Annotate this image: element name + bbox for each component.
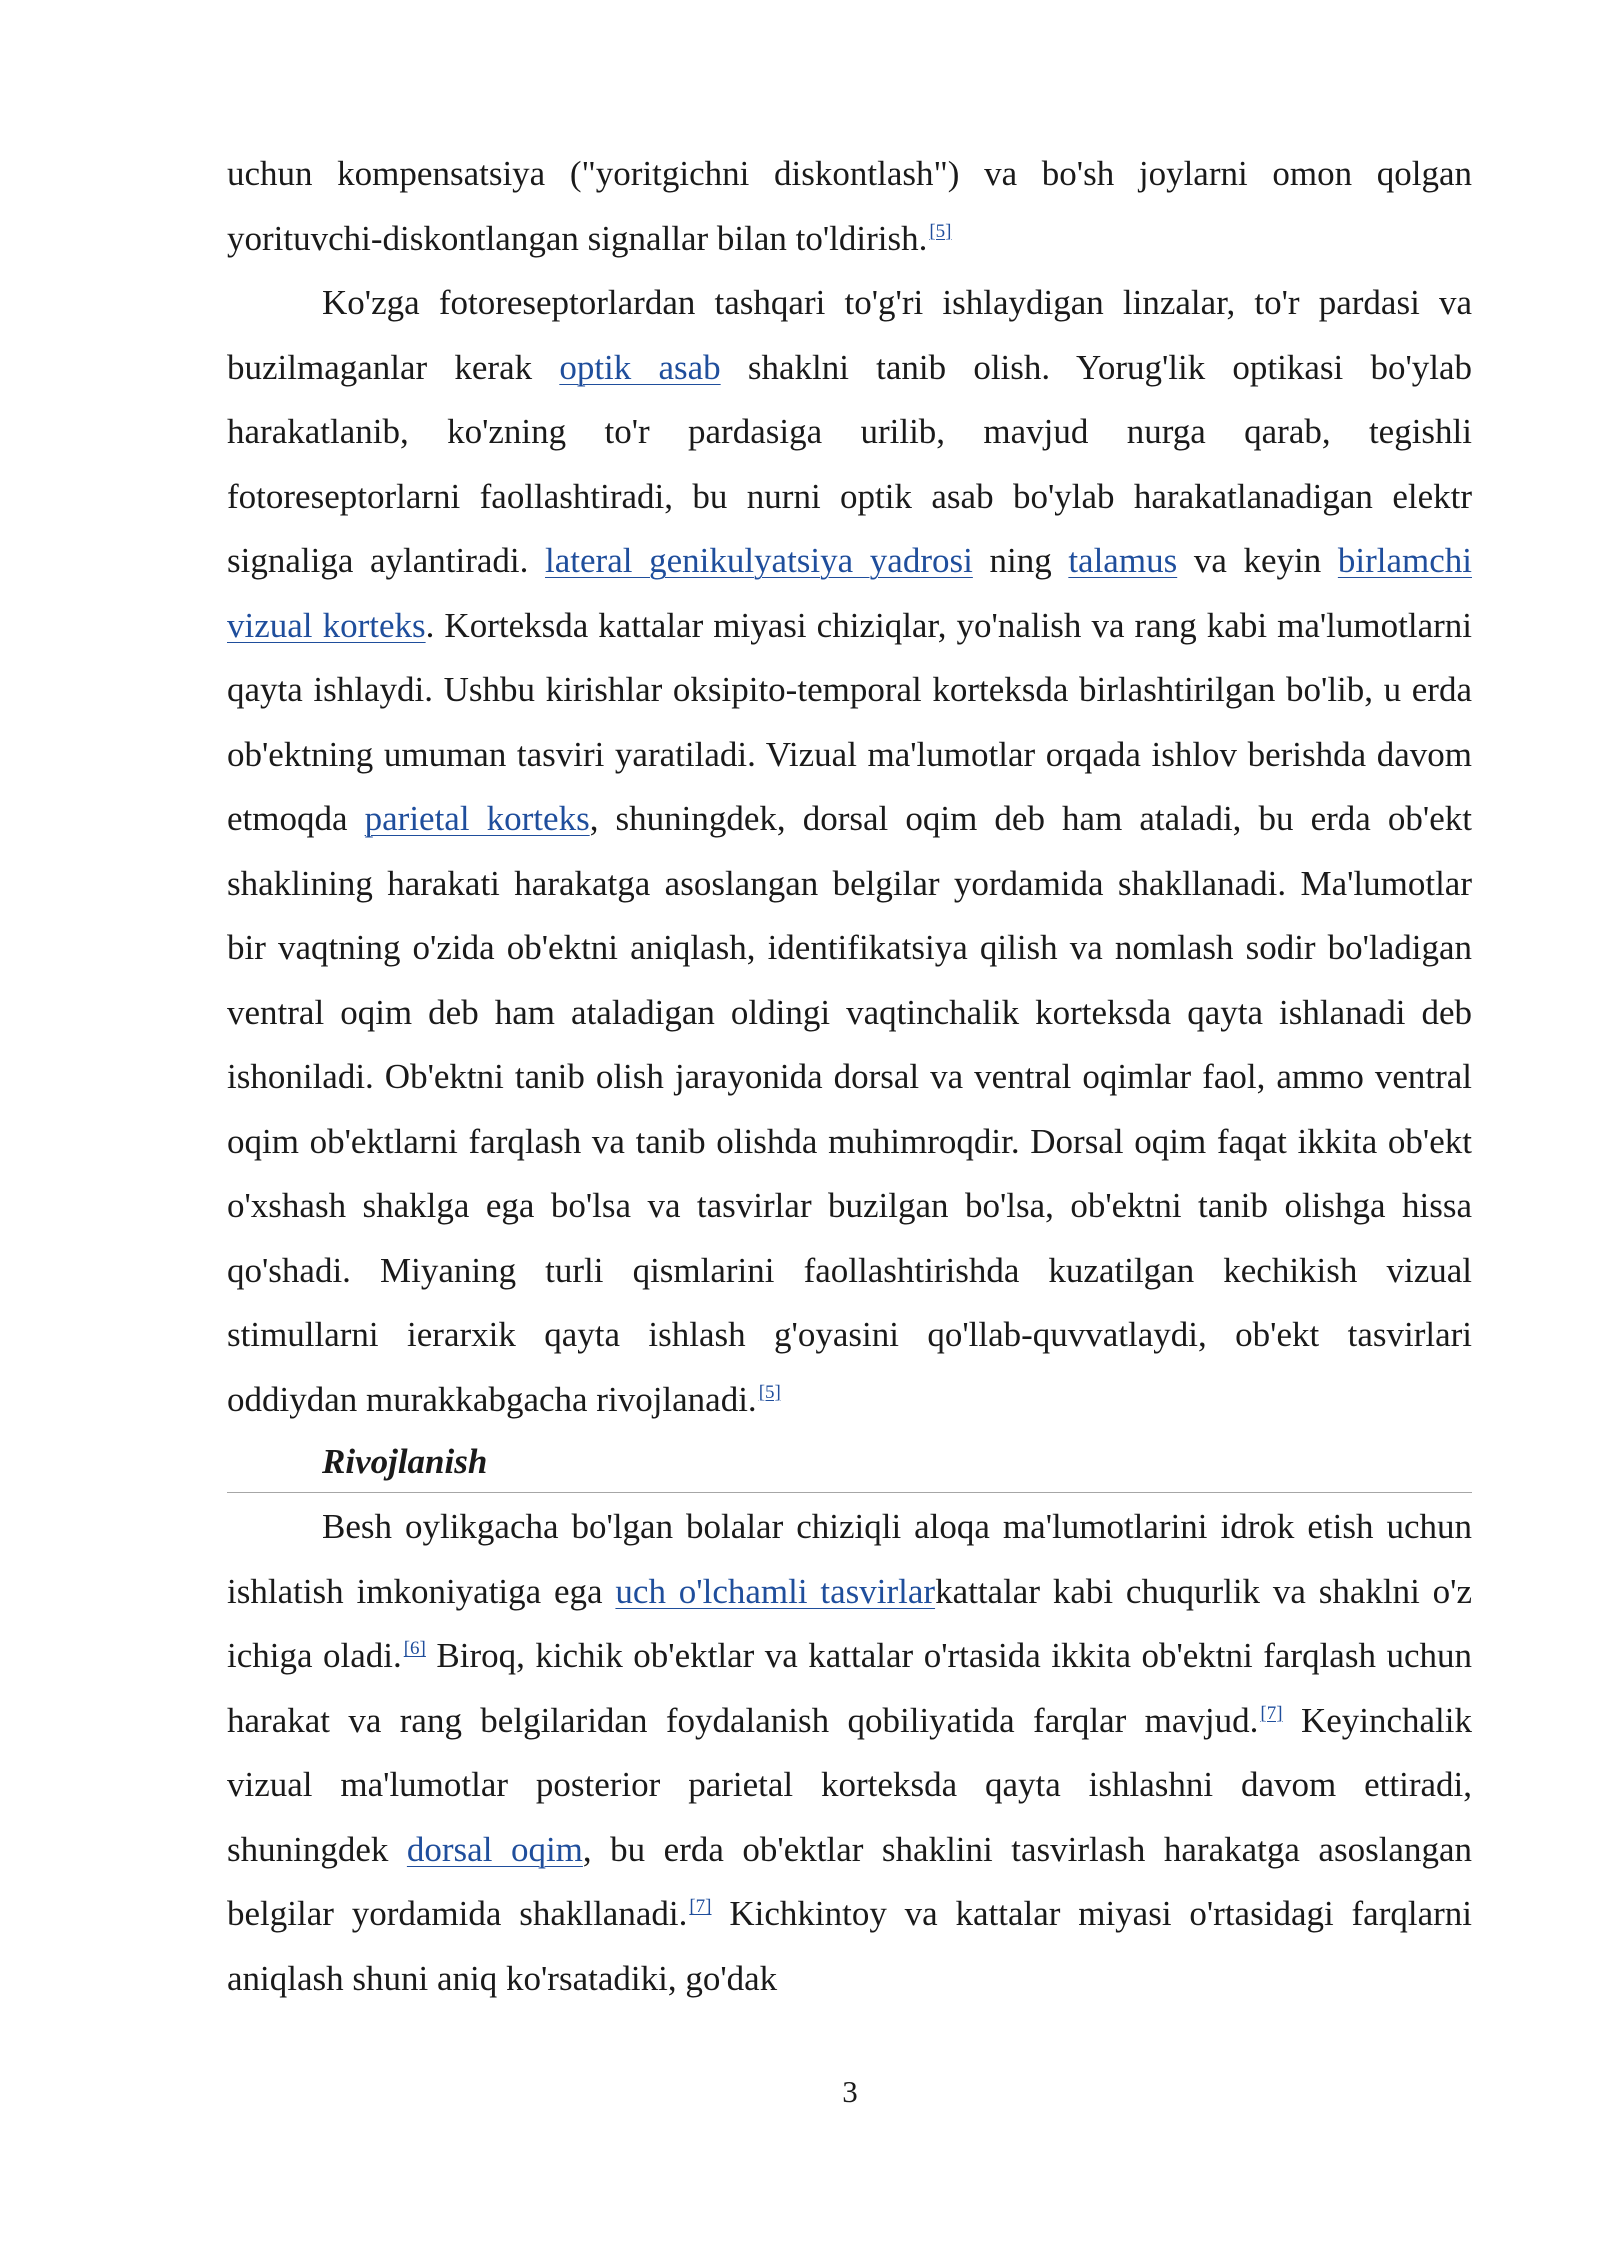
paragraph-development: [227, 1495, 1472, 2011]
text-run: uchun kompensatsiya ("yoritgichni diskontlash") va bo'sh joylarni omon qolgan yorituvchi-diskontlangan signallar bilan to'ldirish.: [227, 154, 1472, 258]
citation-7[interactable]: [689, 1896, 711, 1917]
page-number: 3: [842, 2074, 858, 2109]
link-optik-asab[interactable]: optik asab: [559, 347, 721, 387]
link-dorsal-oqim[interactable]: dorsal oqim: [406, 1829, 583, 1869]
text-run: Besh oylikgacha bo'lgan bolalar chiziqli aloqa ma'lumotlarini idrok etish uchun ishlatish imkoniyatiga ega: [227, 1507, 1472, 1611]
link-parietal-korteks[interactable]: parietal korteks: [364, 799, 590, 838]
citation-6[interactable]: [404, 1638, 426, 1659]
paragraph-object-recognition: [227, 271, 1472, 1432]
citation-5[interactable]: [759, 1382, 781, 1403]
text-run: Keyinchalik vizual ma'lumotlar posterior parietal korteksda qayta ishlashni davom ettiradi, shuningdek: [227, 1700, 1472, 1869]
citation-link[interactable]: [7]: [1260, 1702, 1283, 1724]
text-run: , shuningdek, dorsal oqim deb ham ataladi, bu erda ob'ekt shaklining harakati harakatga asoslangan belgilar yordamida shakllanadi. Ma'lumotlar bir vaqtning o'zida ob'ektni aniqlash, identifikatsiya qilish va nomlash sodir bo'ladigan ventral oqim deb ham ataladigan oldingi vaqtinchalik korteksda qayta ishlanadi deb ishoniladi. Ob'ektni tanib olish jarayonida dorsal va ventral oqimlar faol, ammo ventral oqim ob'ektlarni farqlash va tanib olishda muhimroqdir. Dorsal oqim faqat ikkita ob'ekt o'xshash shaklga ega bo'lsa va tasvirlar buzilgan bo'lsa, ob'ektni tanib olishga hissa qo'shadi. Miyaning turli qismlarini faollashtirishda kuzatilgan kechikish vizual stimullarni ierarxik qayta ishlash g'oyasini qo'llab-quvvatlaydi, ob'ekt tasvirlari oddiydan murakkabgacha rivojlanadi.: [227, 799, 1472, 1419]
text-run: . Korteksda kattalar miyasi chiziqlar, yo'nalish va rang kabi ma'lumotlarni qayta ishlaydi. Ushbu kirishlar oksipito-temporal korteksda birlashtirilgan bo'lib, u erda ob'ektning umuman tasviri yaratiladi. Vizual ma'lumotlar orqada ishlov berishda davom etmoqda: [227, 605, 1472, 838]
citation-link[interactable]: [7]: [689, 1896, 712, 1918]
citation-link[interactable]: [6]: [403, 1638, 426, 1660]
citation-link[interactable]: [5]: [929, 220, 952, 242]
link-talamus[interactable]: talamus: [1068, 541, 1178, 580]
text-run: Ko'zga fotoreseptorlardan tashqari to'g'ri ishlaydigan linzalar, to'r pardasi va buzilmaganlar kerak: [227, 283, 1472, 387]
citation-7[interactable]: [1260, 1703, 1282, 1724]
text-run: Kichkintoy va kattalar miyasi o'rtasidagi farqlarni aniqlash shuni aniq ko'rsatadiki, go'dak: [227, 1894, 1472, 1998]
link-birlamchi-vizual-korteks[interactable]: birlamchi vizual korteks: [227, 541, 1472, 645]
text-run: ning: [972, 541, 1069, 580]
link-lateral-genikulyatsiya-yadrosi[interactable]: lateral genikulyatsiya yadrosi: [545, 541, 973, 580]
text-run: va keyin: [1177, 541, 1338, 580]
text-run: Biroq, kichik ob'ektlar va kattalar o'rtasida ikkita ob'ektni farqlash uchun harakat va rang belgilaridan foydalanish qobiliyatida farqlar mavjud.: [227, 1636, 1472, 1740]
text-run: , bu erda ob'ektlar shaklini tasvirlash harakatga asoslangan belgilar yordamida shakllanadi.: [227, 1829, 1472, 1933]
citation-link[interactable]: [5]: [758, 1381, 781, 1403]
document-page: [227, 142, 1472, 2011]
citation-5[interactable]: [929, 221, 951, 242]
text-run: kattalar kabi chuqurlik va shaklni o'z ichiga oladi.: [227, 1571, 1473, 1675]
link-uch-olchamli-tasvirlar[interactable]: uch o'lchamli tasvirlar: [615, 1571, 936, 1611]
text-run: shaklni tanib olish. Yorug'lik optikasi bo'ylab harakatlanib, ko'zning to'r pardasiga urilib, mavjud nurga qarab, tegishli fotoreseptorlarni faollashtiradi, bu nurni optik asab bo'ylab harakatlanadigan elektr signaliga aylantiradi.: [227, 347, 1473, 580]
section-heading: Rivojlanish: [227, 1432, 1472, 1493]
paragraph-continuation: [227, 142, 1472, 271]
